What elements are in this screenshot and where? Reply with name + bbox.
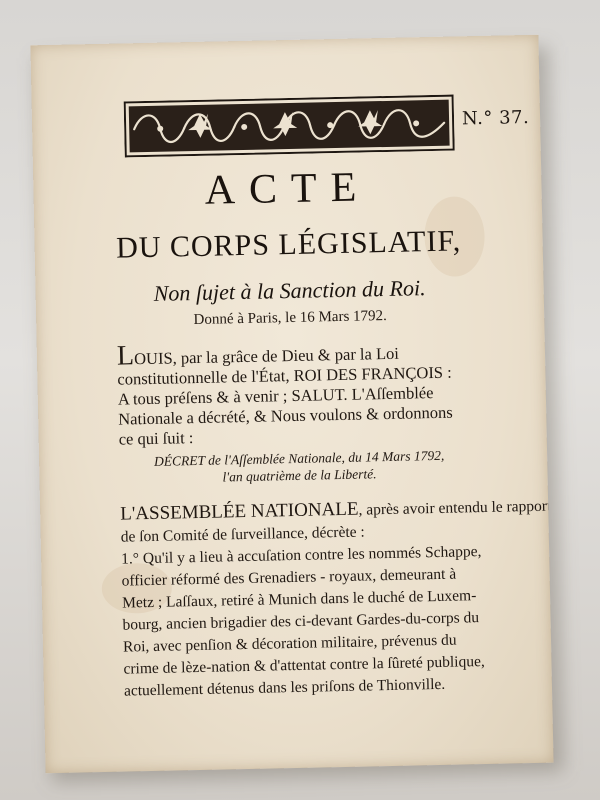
text-line: , après avoir entendu le rapport — [358, 497, 552, 519]
text-line: Nationale a décrété, & Nous voulons & ordonnons — [118, 402, 453, 429]
text-line: actuellement détenus dans les priſons de Thionville. — [123, 675, 446, 700]
text-line: crime de lèze-nation & d'attentat contre la ſûreté publique, — [123, 653, 485, 678]
dateline: Donné à Paris, le 16 Mars 1792. — [193, 307, 388, 329]
document-title: ACTE — [204, 164, 371, 214]
decree-line: DÉCRET de l'Aſſemblée Nationale, du 14 Mars 1792, — [153, 447, 445, 469]
proclamation-paragraph — [117, 339, 479, 450]
ornamental-banner-icon — [124, 95, 455, 158]
lead-words: L'ASSEMBLÉE NATIONALE — [120, 498, 359, 525]
text-line: 1.° Qu'il y a lieu à accuſation contre les nommés Schappe, — [121, 543, 482, 568]
text-line: de ſon Comité de ſurveillance, décrète : — [120, 523, 365, 546]
text-line: officier réformé des Grenadiers - royaux, demeurant à — [121, 565, 457, 590]
text-line: constitutionnelle de l'État, ROI DES FRANÇOIS : — [117, 362, 452, 389]
decree-line: l'an quatrième de la Liberté. — [222, 466, 377, 485]
document-page — [30, 35, 553, 773]
decree-heading — [119, 446, 480, 488]
drop-cap: L — [116, 340, 135, 372]
header-row — [124, 93, 535, 158]
text-line: OUIS, par la grâce de Dieu & par la Loi — [133, 343, 400, 369]
text-line: A tous préſens & à venir ; SALUT. L'Aſſemblée — [117, 383, 434, 409]
text-line: bourg, ancien brigadier des ci-devant Gardes-du-corps du — [122, 609, 480, 634]
text-line: ce qui ſuit : — [118, 428, 194, 449]
document-subtitle: Non ſujet à la Sanction du Roi. — [153, 275, 426, 306]
body-paragraph — [120, 496, 552, 702]
text-line: Metz ; Laſſaux, retiré à Munich dans le duché de Luxem- — [121, 587, 477, 612]
document-heading: DU CORPS LÉGISLATIF, — [115, 224, 462, 265]
text-line: Roi, avec penſion & décoration militaire, prévenus du — [122, 631, 457, 656]
document-number: N.° 37. — [461, 106, 530, 130]
